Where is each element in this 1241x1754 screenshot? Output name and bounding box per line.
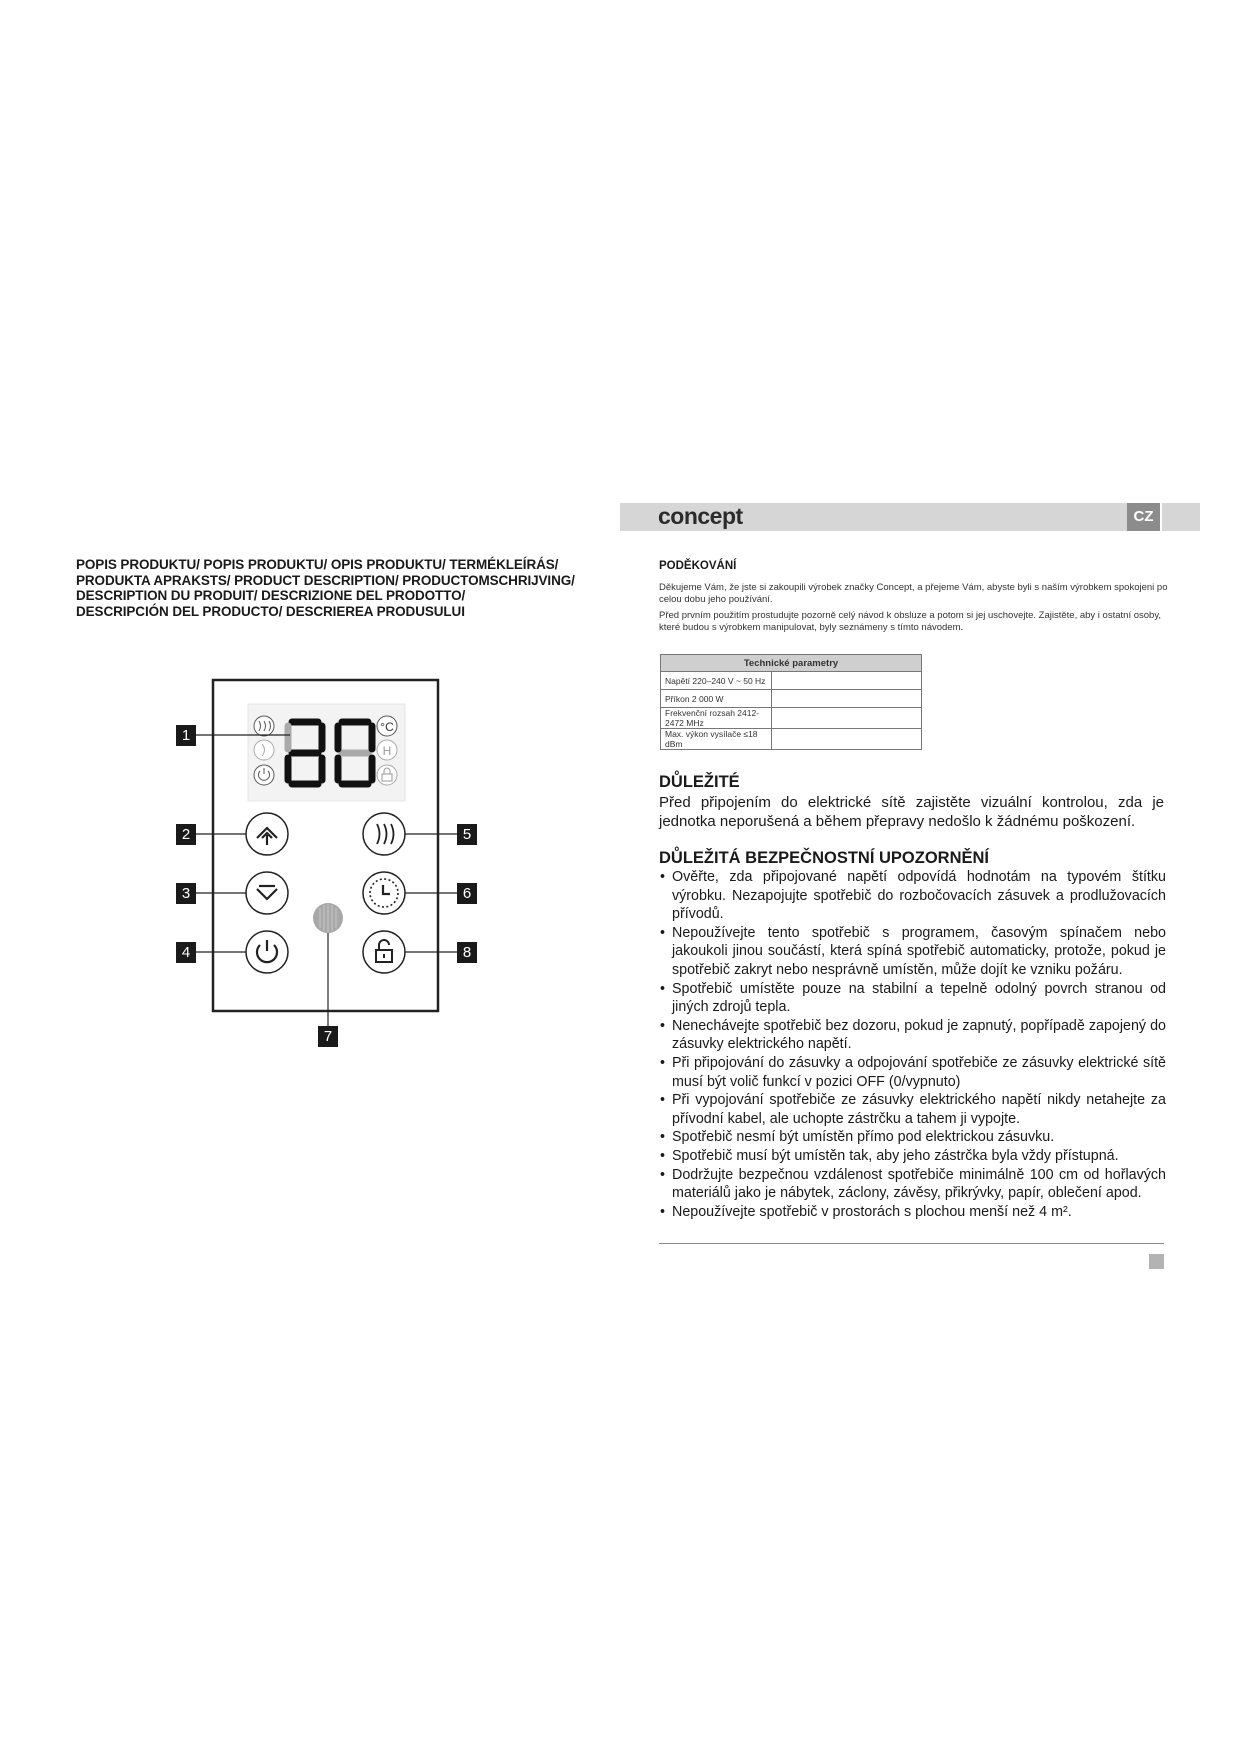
table-row	[661, 690, 922, 708]
callout-8: 8	[457, 942, 477, 963]
heat-indicator-icon	[254, 716, 274, 736]
power-button[interactable]	[246, 931, 288, 973]
timer-button[interactable]	[363, 872, 405, 914]
svg-text:H: H	[382, 744, 392, 758]
control-panel-diagram	[170, 670, 490, 1060]
table-cell: Max. výkon vysílače ≤18 dBm	[661, 729, 772, 750]
callout-5: 5	[457, 824, 477, 845]
callout-1: 1	[176, 725, 196, 746]
title-line: PRODUKTA APRAKSTS/ PRODUCT DESCRIPTION/ PRODUCTOMSCHRIJVING/	[76, 572, 575, 588]
list-item: • Při vypojování spotřebiče ze zásuvky elektrického napětí nikdy netahejte za přívodní kabel, ale uchopte zástrčku a tahem ji vypojte.	[659, 1091, 1166, 1128]
control-panel-drawing	[170, 670, 490, 1060]
heat-mode-button[interactable]	[363, 813, 405, 855]
important-heading: DŮLEŽITÉ	[659, 773, 740, 791]
callout-4: 4	[176, 942, 196, 963]
thanks-heading: PODĚKOVÁNÍ	[659, 560, 737, 572]
tech-params-table	[660, 654, 922, 750]
list-item: • Spotřebič nesmí být umístěn přímo pod elektrickou zásuvku.	[659, 1128, 1166, 1147]
list-item: • Při připojování do zásuvky a odpojování spotřebiče ze zásuvky elektrické sítě musí být volič funkcí v pozici OFF (0/vypnuto)	[659, 1054, 1166, 1091]
callout-3: 3	[176, 883, 196, 904]
important-text: Před připojením do elektrické sítě zajistěte vizuální kontrolou, zda je jednotka neporušená a během přepravy nedošlo k žádnému poškození.	[659, 794, 1164, 830]
table-cell-empty	[772, 672, 922, 690]
list-item: • Nepoužívejte tento spotřebič s programem, časovým spínačem nebo jakoukoli jinou součástí, která spíná spotřebič automaticky, protože, pokud je spotřebič zakryt nebo nesprávně umístěn, může dojít ke vzniku požáru.	[659, 924, 1166, 980]
callout-2: 2	[176, 824, 196, 845]
callout-7: 7	[318, 1026, 338, 1047]
lock-indicator-icon	[377, 765, 397, 785]
title-line: POPIS PRODUKTU/ POPIS PRODUKTU/ OPIS PRODUKTU/ TERMÉKLEÍRÁS/	[76, 557, 559, 572]
language-badge: CZ	[1127, 503, 1160, 531]
page-marker	[1149, 1254, 1164, 1269]
table-cell: Příkon 2 000 W	[661, 690, 772, 708]
table-cell-empty	[772, 729, 922, 750]
table-row	[661, 708, 922, 729]
list-item: • Dodržujte bezpečnou vzdálenost spotřebiče minimálně 100 cm od hořlavých materiálů jako je nábytek, záclony, závěsy, přikrývky, papír, oblečení apod.	[659, 1166, 1166, 1203]
thanks-paragraph: Děkujeme Vám, že jste si zakoupili výrobek značky Concept, a přejeme Vám, abyste byli s naším výrobkem spokojeni po celou dobu jeho používání.	[659, 582, 1168, 605]
brand-logo: concept	[658, 503, 743, 529]
power-indicator-icon	[254, 765, 274, 785]
table-row	[661, 672, 922, 690]
callout-6: 6	[457, 883, 477, 904]
table-cell-empty	[772, 690, 922, 708]
list-item: • Spotřebič umístěte pouze na stabilní a tepelně odolný povrch stranou od jiných zdrojů tepla.	[659, 980, 1166, 1017]
list-item: • Nepoužívejte spotřebič v prostorách s plochou menší než 4 m².	[659, 1203, 1166, 1222]
fan-indicator-icon	[254, 740, 274, 760]
thanks-paragraph: Před prvním použitím prostudujte pozorně celý návod k obsluze a potom si jej uschovejte. Zajistěte, aby i ostatní osoby, které budou s výrobkem manipulovat, byly seznámeny s tímto návodem.	[659, 610, 1162, 633]
safety-heading: DŮLEŽITÁ BEZPEČNOSTNÍ UPOZORNĚNÍ	[659, 849, 990, 867]
table-cell: Napětí 220–240 V ~ 50 Hz	[661, 672, 772, 690]
table-cell: Frekvenční rozsah 2412-2472 MHz	[661, 708, 772, 729]
up-button[interactable]	[246, 813, 288, 855]
title-line: DESCRIPCIÓN DEL PRODUCTO/ DESCRIEREA PRODUSULUI	[76, 603, 465, 619]
table-header: Technické parametry	[661, 655, 922, 672]
svg-text:°C: °C	[380, 720, 394, 734]
list-item: • Nenechávejte spotřebič bez dozoru, pokud je zapnutý, popřípadě zapojený do zásuvky elektrického napětí.	[659, 1017, 1166, 1054]
safety-list	[659, 868, 1166, 1221]
down-button[interactable]	[246, 872, 288, 914]
lock-button[interactable]	[363, 931, 405, 973]
sensor-window	[313, 903, 343, 933]
thanks-text	[659, 582, 1169, 638]
celsius-indicator-icon	[377, 716, 397, 736]
list-item: • Spotřebič musí být umístěn tak, aby jeho zástrčka byla vždy přístupná.	[659, 1147, 1166, 1166]
table-row	[661, 729, 922, 750]
list-item: • Ověřte, zda připojované napětí odpovídá hodnotám na typovém štítku výrobku. Nezapojujte spotřebič do rozbočovacích zásuvek a prodlužovacích přívodů.	[659, 868, 1166, 924]
product-description-title	[76, 557, 616, 619]
brand-bar-tail	[1162, 503, 1200, 531]
title-line: DESCRIPTION DU PRODUIT/ DESCRIZIONE DEL PRODOTTO/	[76, 588, 466, 603]
h-indicator-icon	[377, 740, 397, 760]
table-cell-empty	[772, 708, 922, 729]
bottom-divider	[659, 1243, 1164, 1244]
